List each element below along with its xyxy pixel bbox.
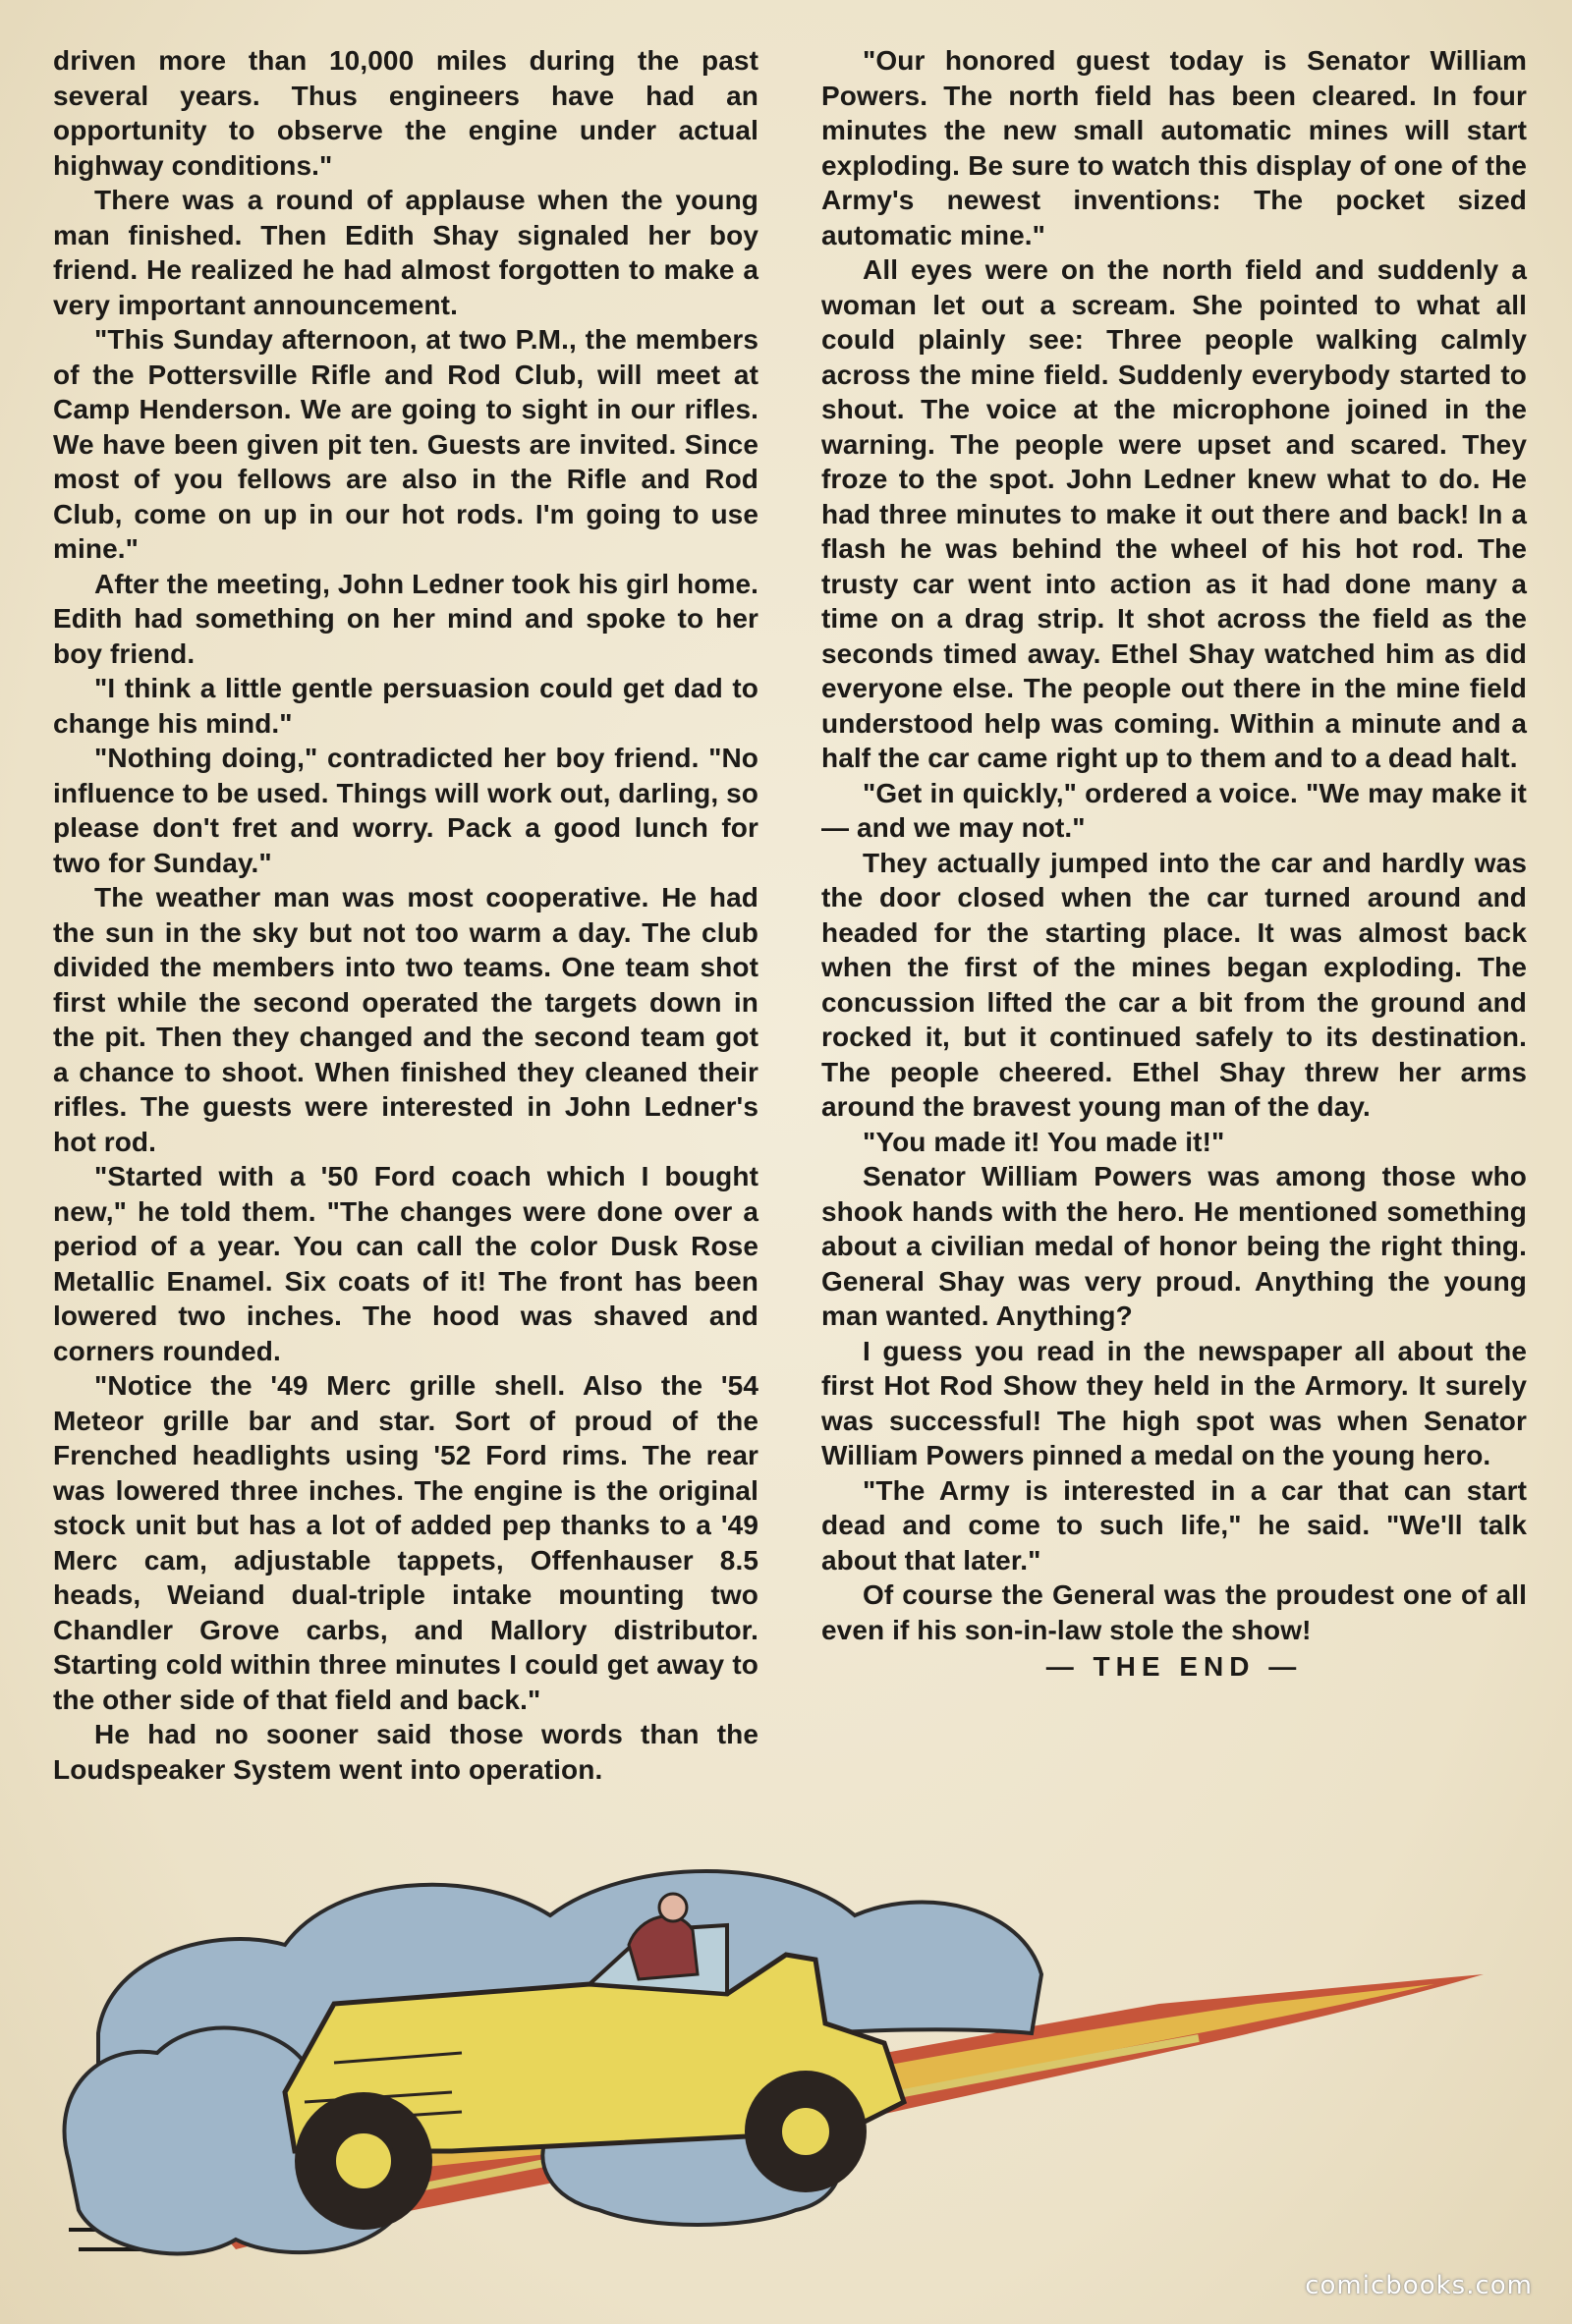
right-column-paragraph: I guess you read in the newspaper all about the first Hot Rod Show they held in the Armory. It surely was successful! The high spot was when Senator William Powers pinned a medal on the young hero. — [821, 1335, 1527, 1470]
left-column-paragraph: There was a round of applause when the young man finished. Then Edith Shay signaled her boy friend. He realized he had almost forgotten to make a very important announcement. — [53, 185, 758, 320]
left-column-paragraph: "I think a little gentle persuasion could get dad to change his mind." — [53, 673, 758, 739]
right-column-paragraph: They actually jumped into the car and hardly was the door closed when the car turned around and headed for the starting place. It was almost back when the first of the mines began exploding. The concussion lifted the car a bit from the ground and rocked it, but it continued safely to its destination. The people cheered. Ethel Shay threw her arms around the bravest young man of the day. — [821, 847, 1527, 1122]
right-text-column — [821, 43, 1527, 1685]
left-column-paragraph: After the meeting, John Ledner took his girl home. Edith had something on her mind and spoke to her boy friend. — [53, 568, 758, 669]
left-column-paragraph: "Started with a '50 Ford coach which I bought new," he told them. "The changes were done over a period of a year. You can call the color Dusk Rose Metallic Enamel. Six coats of it! The front has been lowered two inches. The hood was shaved and corners rounded. — [53, 1161, 758, 1366]
left-text-column — [53, 43, 758, 1787]
hot-rod-racing-car-illustration — [39, 1837, 1533, 2269]
left-column-paragraph: "Notice the '49 Merc grille shell. Also the '54 Meteor grille bar and star. Sort of proud of the Frenched headlights using '52 Ford rims. The rear was lowered three inches. The engine is the original stock unit but has a lot of added pep thanks to a '49 Merc cam, adjustable tappets, Offenhauser 8.5 heads, Weiand dual-triple intake mounting two Chandler Grove carbs, and Mallory distributor. Starting cold within three minutes I could get away to the other side of that field and back." — [53, 1370, 758, 1715]
right-column-paragraph: "Get in quickly," ordered a voice. "We may make it — and we may not." — [821, 777, 1527, 843]
left-column-paragraph: driven more than 10,000 miles during the past several years. Thus engineers have had an opportunity to observe the engine under actual highway conditions." — [53, 45, 758, 181]
right-column-paragraph: All eyes were on the north field and suddenly a woman let out a scream. She pointed to what all could plainly see: Three people walking calmly across the mine field. Suddenly everybody started to shout. The voice at the microphone joined in the warning. The people were upset and scared. They froze to the spot. John Ledner knew what to do. He had three minutes to make it out there and back! In a flash he was behind the wheel of his hot rod. The trusty car went into action as it had done many a time on a drag strip. It shot across the field as the seconds timed away. Ethel Shay watched him as did everyone else. The people out there in the mine field understood help was coming. Within a minute and a half the car came right up to them and to a dead halt. — [821, 254, 1527, 773]
left-column-paragraph: He had no sooner said those words than the Loudspeaker System went into operation. — [53, 1719, 758, 1785]
left-column-paragraph: "This Sunday afternoon, at two P.M., the members of the Pottersville Rifle and Rod Club, will meet at Camp Henderson. We are going to sight in our rifles. We have been given pit ten. Guests are invited. Since most of you fellows are also in the Rifle and Rod Club, come on up in our hot rods. I'm going to use mine." — [53, 324, 758, 564]
watermark: comicbooks.com — [1305, 2271, 1533, 2300]
right-column-paragraph: "You made it! You made it!" — [863, 1126, 1225, 1157]
right-column-paragraph: Of course the General was the proudest one of all even if his son-in-law stole the show! — [821, 1579, 1527, 1645]
left-column-paragraph: The weather man was most cooperative. He had the sun in the sky but not too warm a day. The club divided the members into two teams. One team shot first while the second operated the targets down in the pit. Then they changed and the second team got a chance to shoot. When finished they cleaned their rifles. The guests were interested in John Ledner's hot rod. — [53, 882, 758, 1157]
right-column-paragraph: Senator William Powers was among those who shook hands with the hero. He mentioned something about a civilian medal of honor being the right thing. General Shay was very proud. Anything the young man wanted. Anything? — [821, 1161, 1527, 1331]
left-column-paragraph: "Nothing doing," contradicted her boy friend. "No influence to be used. Things will work out, darling, so please don't fret and worry. Pack a good lunch for two for Sunday." — [53, 743, 758, 878]
the-end-label: — THE END — — [1045, 1651, 1303, 1682]
right-column-paragraph: "Our honored guest today is Senator William Powers. The north field has been cleared. In four minutes the new small automatic mines will start exploding. Be sure to watch this display of one of the Army's newest inventions: The pocket sized automatic mine." — [821, 45, 1527, 250]
right-column-paragraph: "The Army is interested in a car that can start dead and come to such life," he said. "We'll talk about that later." — [821, 1474, 1527, 1576]
